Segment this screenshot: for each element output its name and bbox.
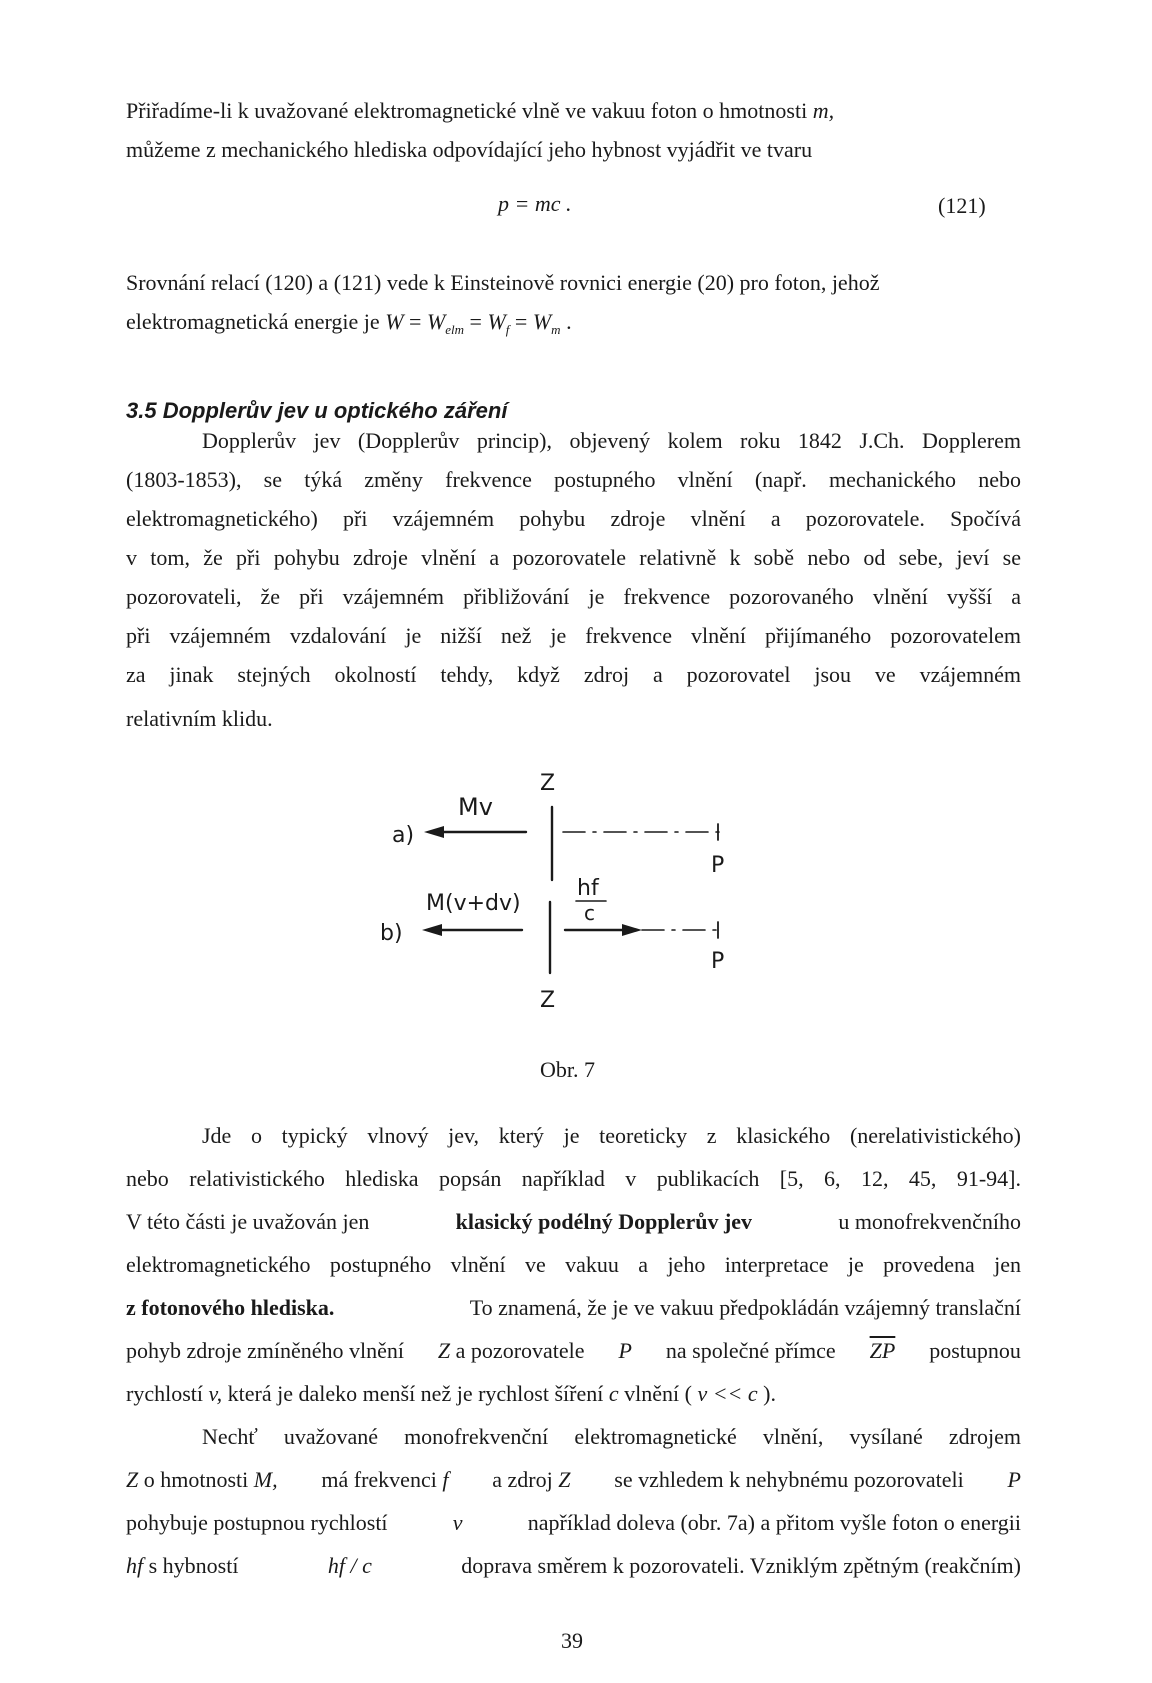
variable-z: Z bbox=[558, 1467, 571, 1492]
text-run: pohybuje postupnou rychlostí bbox=[126, 1510, 388, 1535]
figure-label-hf: hf bbox=[577, 876, 599, 901]
paragraph-line bbox=[126, 547, 1021, 569]
text-run: V této části je uvažován jen bbox=[126, 1209, 370, 1234]
variable-m: m, bbox=[812, 98, 835, 123]
text-run: na společné přímce bbox=[665, 1338, 836, 1363]
paragraph-line bbox=[202, 1125, 1021, 1147]
text-run: postupnou bbox=[929, 1338, 1021, 1363]
symbol-w: W bbox=[487, 309, 506, 334]
paragraph-line bbox=[126, 508, 1021, 530]
variable-p: P bbox=[618, 1338, 632, 1363]
text-run: se vzhledem k nehybnému pozorovateli bbox=[614, 1467, 964, 1492]
section-heading: 3.5 Dopplerův jev u optického záření bbox=[126, 398, 508, 423]
paragraph-line bbox=[126, 469, 1021, 491]
text-run: v tom, že při pohybu zdroje vlnění a pozorovatele relativně k sobě nebo od sebe, jeví se bbox=[126, 545, 1021, 570]
text-run: elektromagnetického postupného vlnění ve vakuu a jeho interpretace je provedena jen bbox=[126, 1252, 1021, 1277]
text-run: elektromagnetického) při vzájemném pohybu zdroje vlnění a pozorovatele. Spočívá bbox=[126, 506, 1021, 531]
symbol-w: W bbox=[385, 309, 404, 334]
variable-v: v bbox=[452, 1510, 463, 1535]
figure-label-p-a: P bbox=[711, 853, 725, 878]
text-run: ). bbox=[763, 1381, 776, 1406]
symbol-w: W bbox=[532, 309, 552, 334]
equation-number-121: (121) bbox=[938, 193, 986, 218]
figure-label-z-bottom: Z bbox=[540, 988, 556, 1010]
text-run: Jde o typický vlnový jev, který je teoreticky z klasického (nerelativistického) bbox=[202, 1123, 1021, 1148]
variable-c: c bbox=[608, 1381, 619, 1406]
page-number: 39 bbox=[561, 1628, 583, 1653]
text-run: o hmotnosti bbox=[143, 1467, 249, 1492]
period: . bbox=[560, 309, 572, 334]
text-run: pozorovateli, že při vzájemném přibližování je frekvence pozorovaného vlnění vyšší a bbox=[126, 584, 1021, 609]
text-run: u monofrekvenčního bbox=[838, 1209, 1021, 1234]
variable-hf: hf bbox=[126, 1553, 144, 1578]
paragraph-line bbox=[126, 1168, 1021, 1190]
text-run: a pozorovatele bbox=[455, 1338, 585, 1363]
arrowhead-left-icon bbox=[422, 924, 442, 936]
paragraph-line bbox=[126, 1469, 1021, 1491]
momentum-hf-c: hf / c bbox=[327, 1553, 372, 1578]
paragraph-line bbox=[202, 430, 1021, 452]
segment-zp: $\overline{ZP}$ bbox=[869, 1338, 896, 1363]
paragraph-line: můžeme z mechanického hlediska odpovídající jeho hybnost vyjádřit ve tvaru bbox=[126, 137, 813, 162]
equals: = bbox=[509, 309, 533, 334]
text-run: To znamená, že je ve vakuu předpokládán vzájemný translační bbox=[469, 1295, 1021, 1320]
text-run: s hybností bbox=[148, 1553, 239, 1578]
symbol-w: W bbox=[426, 309, 446, 334]
paragraph-line bbox=[126, 625, 1021, 647]
text-run: která je daleko menší než je rychlost šíření bbox=[227, 1381, 604, 1406]
paragraph-line bbox=[126, 1555, 1021, 1577]
paragraph-line bbox=[126, 100, 1021, 122]
figure-label-mdv: M(v+dv) bbox=[426, 891, 521, 916]
variable-m: M, bbox=[253, 1467, 278, 1492]
paragraph-line: relativním klidu. bbox=[126, 706, 273, 731]
text-run: Dopplerův jev (Dopplerův princip), objevený kolem roku 1842 J.Ch. Dopplerem bbox=[202, 428, 1021, 453]
text-run: Nechť uvažované monofrekvenční elektromagnetické vlnění, vysílané zdrojem bbox=[202, 1424, 1021, 1449]
figure-label-mv: Mv bbox=[458, 793, 493, 821]
figure-label-c: c bbox=[584, 901, 595, 925]
inequality: v << c bbox=[697, 1381, 758, 1406]
variable-p: P bbox=[1007, 1467, 1021, 1492]
figure-caption: Obr. 7 bbox=[540, 1057, 595, 1082]
figure-label-a: a) bbox=[392, 823, 415, 848]
figure-label-z-top: Z bbox=[540, 771, 556, 796]
paragraph-line bbox=[126, 586, 1021, 608]
subscript: elm bbox=[445, 322, 465, 337]
paragraph-line bbox=[126, 1297, 1021, 1319]
text-run: doprava směrem k pozorovateli. Vzniklým zpětným (reakčním) bbox=[461, 1553, 1021, 1578]
variable-v: v, bbox=[208, 1381, 223, 1406]
figure-label-b: b) bbox=[380, 921, 403, 946]
paragraph-line bbox=[126, 664, 1021, 686]
arrowhead-right-icon bbox=[622, 924, 642, 936]
text-run: vlnění ( bbox=[624, 1381, 692, 1406]
variable-f: f bbox=[442, 1467, 449, 1492]
text-run: elektromagnetická energie je bbox=[126, 309, 380, 334]
energy-formula bbox=[385, 309, 572, 337]
text-run: nebo relativistického hlediska popsán například v publikacích [5, 6, 12, 45, 91-94]. bbox=[126, 1166, 1021, 1191]
text-run: při vzájemném vzdalování je nižší než je frekvence vlnění přijímaného pozorovatelem bbox=[126, 623, 1021, 648]
equals: = bbox=[403, 309, 427, 334]
equation-121: p = mc . bbox=[498, 191, 572, 216]
subscript: m bbox=[551, 322, 561, 337]
text-run: pohyb zdroje zmíněného vlnění bbox=[126, 1338, 404, 1363]
text-run: má frekvenci bbox=[321, 1467, 437, 1492]
paragraph-line bbox=[126, 1340, 1021, 1362]
paragraph-line bbox=[126, 1383, 776, 1405]
figure-label-p-b: P bbox=[711, 949, 725, 974]
paragraph-line bbox=[126, 1211, 1021, 1233]
figure-7-diagram bbox=[380, 770, 780, 1010]
emphasis-bold: z fotonového hlediska. bbox=[126, 1295, 335, 1320]
variable-z: Z bbox=[437, 1338, 451, 1363]
text-run: za jinak stejných okolností tehdy, když zdroj a pozorovatel jsou ve vzájemném bbox=[126, 662, 1021, 687]
text-run: Přiřadíme-li k uvažované elektromagnetické vlně ve vakuu foton o hmotnosti bbox=[126, 98, 808, 123]
text-run: rychlostí bbox=[126, 1381, 203, 1406]
variable-z: Z bbox=[126, 1467, 139, 1492]
emphasis-bold: klasický podélný Dopplerův jev bbox=[455, 1209, 753, 1234]
paragraph-line bbox=[126, 311, 572, 336]
arrowhead-left-icon bbox=[424, 826, 444, 838]
equals: = bbox=[464, 309, 488, 334]
text-run: (1803-1853), se týká změny frekvence postupného vlnění (např. mechanického nebo bbox=[126, 467, 1021, 492]
paragraph-line: Srovnání relací (120) a (121) vede k Einsteinově rovnici energie (20) pro foton, jehož bbox=[126, 270, 880, 295]
paragraph-line bbox=[126, 1254, 1021, 1276]
subscript: f bbox=[505, 322, 510, 337]
text-run: například doleva (obr. 7a) a přitom vyšle foton o energii bbox=[527, 1510, 1021, 1535]
paragraph-line bbox=[202, 1426, 1021, 1448]
text-run: a zdroj bbox=[492, 1467, 553, 1492]
paragraph-line bbox=[126, 1512, 1021, 1534]
